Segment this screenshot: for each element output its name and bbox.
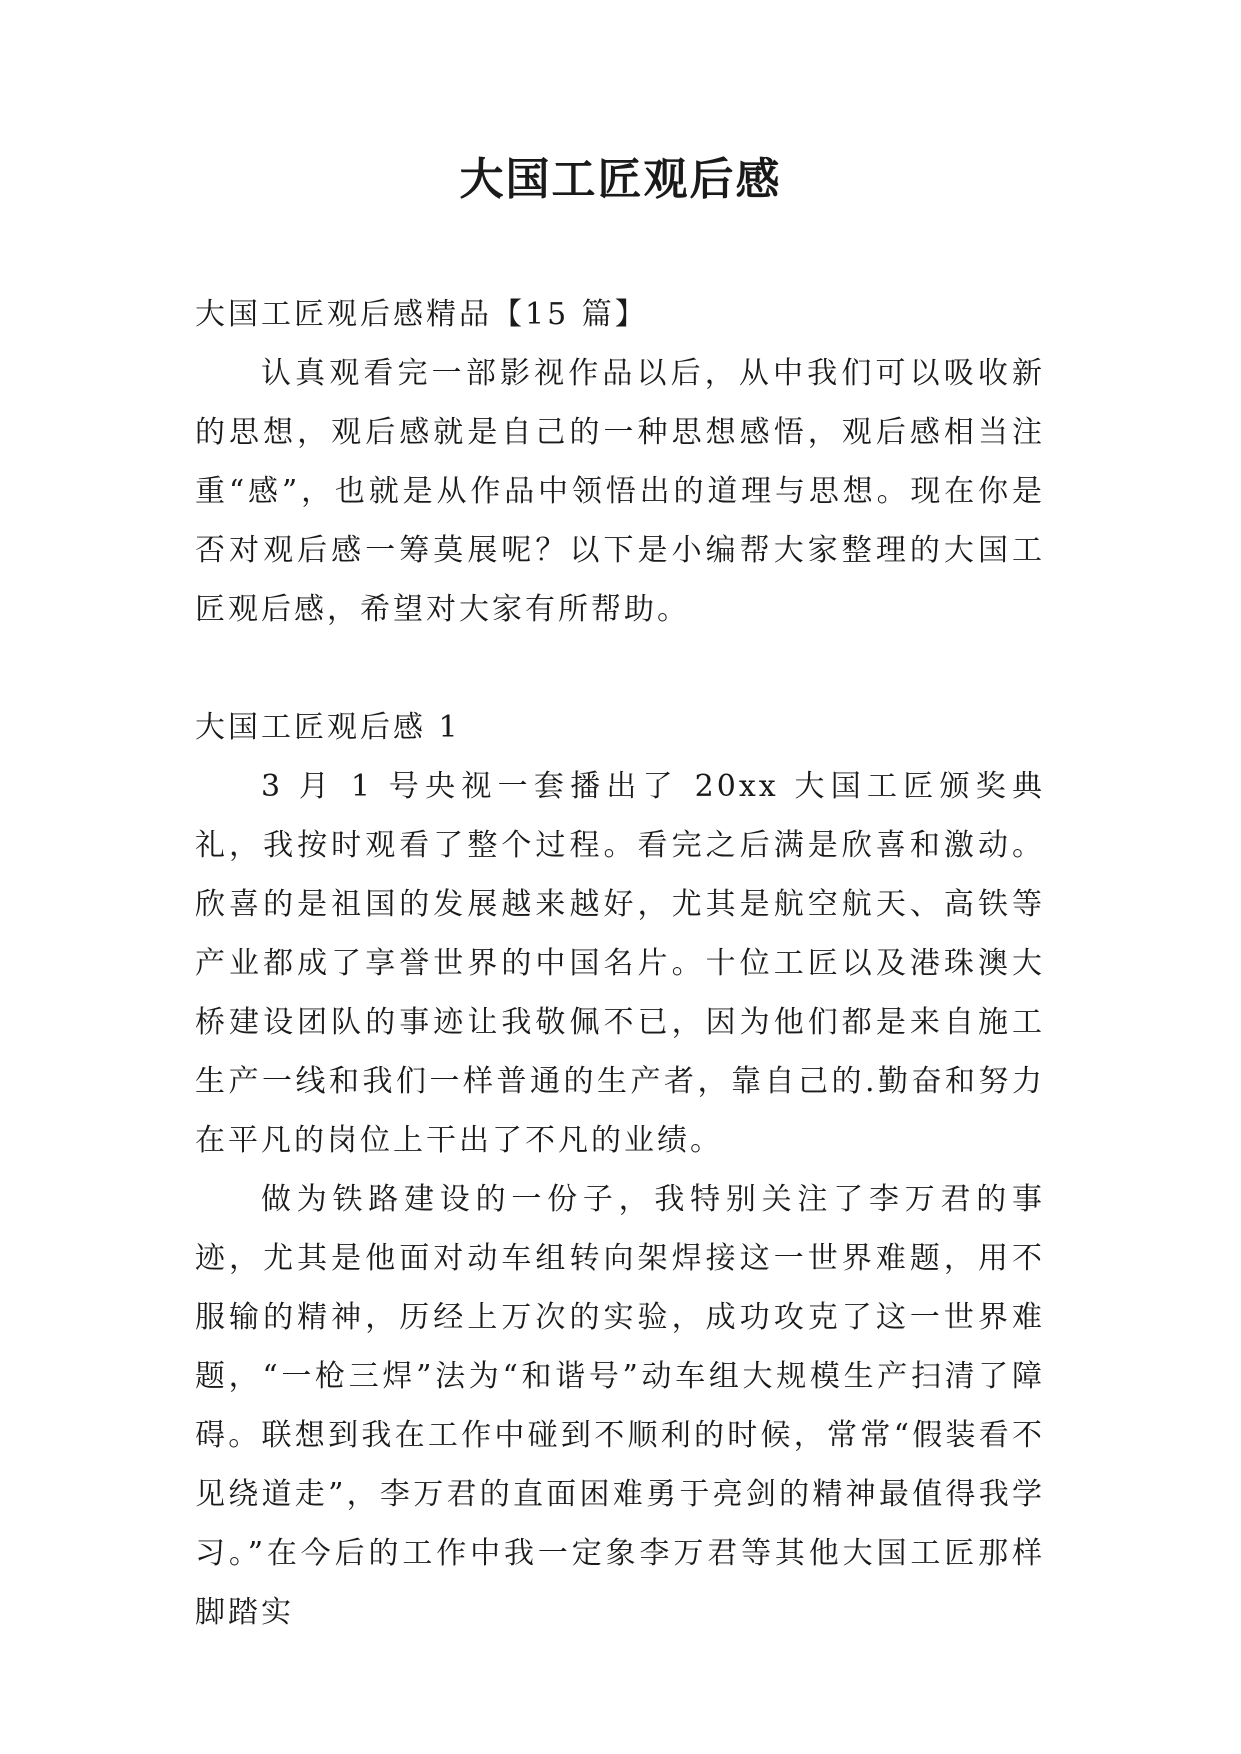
document-subtitle: 大国工匠观后感精品【15 篇】 <box>195 297 648 332</box>
section-heading: 大国工匠观后感 1 <box>195 710 461 745</box>
body-paragraph: 做为铁路建设的一份子，我特别关注了李万君的事迹，尤其是他面对动车组转向架焊接这一世界难题，用不服输的精神，历经上万次的实验，成功攻克了这一世界难题，“一枪三焊”法为“和谐号”动车组大规模生产扫清了障碍。联想到我在工作中碰到不顺利的时候，常常“假装看不见绕道走”，李万君的直面困难勇于亮剑的精神最值得我学习。”在今后的工作中我一定象李万君等其他大国工匠那样脚踏实 <box>195 1182 1045 1630</box>
body-paragraph: 3 月 1 号央视一套播出了 20xx 大国工匠颁奖典礼，我按时观看了整个过程。看完之后满是欣喜和激动。欣喜的是祖国的发展越来越好，尤其是航空航天、高铁等产业都成了享誉世界的中国名片。十位工匠以及港珠澳大桥建设团队的事迹让我敬佩不已，因为他们都是来自施工生产一线和我们一样普通的生产者，靠自己的.勤奋和努力在平凡的岗位上干出了不凡的业绩。 <box>195 769 1045 1158</box>
document-body <box>195 285 1045 1642</box>
document-title: 大国工匠观后感 <box>459 154 782 205</box>
intro-paragraph: 认真观看完一部影视作品以后，从中我们可以吸收新的思想，观后感就是自己的一种思想感悟，观后感相当注重“感”，也就是从作品中领悟出的道理与思想。现在你是否对观后感一筹莫展呢？以下是小编帮大家整理的大国工匠观后感，希望对大家有所帮助。 <box>195 356 1045 627</box>
paragraph-spacer <box>195 639 1045 698</box>
